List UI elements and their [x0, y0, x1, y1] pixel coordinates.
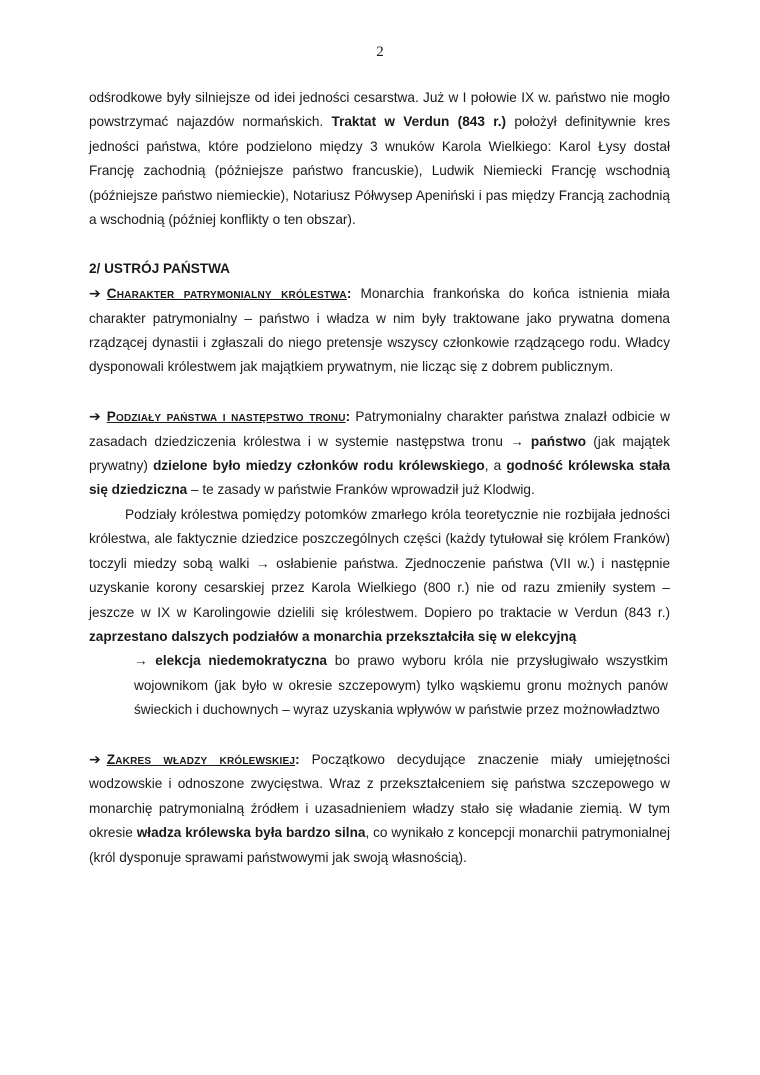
paragraph-verdun — [89, 86, 670, 232]
arrow-right-icon: ➔ — [89, 408, 101, 425]
paragraph-succession — [89, 503, 670, 649]
arrow-icon: → — [134, 653, 148, 669]
paragraph-divisions — [89, 404, 670, 503]
text: , a — [484, 458, 507, 474]
arrow-icon: → — [510, 433, 524, 449]
text: , co wynikało z koncepcji monarchii patrymonialnej (król dysponuje sprawami państwowymi jak swoją własnością). — [89, 825, 670, 865]
paragraph-election — [134, 649, 668, 722]
text: Podziały królestwa pomiędzy potomków zmarłego króla teoretycznie nie rozbijała jedności królestwa, ale faktycznie dziedzice poszczególnych części (każdy tytułował się królem Franków) toczyli miedzy sobą walki — [89, 506, 670, 571]
paragraph-royal-power — [89, 747, 670, 870]
spacer — [89, 723, 670, 747]
spacer — [89, 232, 670, 256]
colon: : — [345, 409, 351, 425]
document-body — [89, 86, 670, 870]
text: osłabienie państwa. Zjednoczenie państwa (VII w.) i następnie uzyskanie korony cesarskiej przez Karola Wielkiego (800 r.) nie od razu zmieniły system – jeszcze w IX w Karolingowie dzielili się królestwem. Dopiero po traktacie w Verdun (843 r.) — [89, 555, 671, 620]
bold-text: elekcja niedemokratyczna — [147, 653, 327, 669]
text: – te zasady w państwie Franków wprowadził już Klodwig. — [187, 482, 535, 498]
text: odśrodkowe były silniejsze od idei jedności cesarstwa. Już w I połowie IX w. państwo nie mogło powstrzymać najazdów normańskich. — [89, 90, 670, 130]
spacer — [89, 380, 670, 404]
bold-text: dzielone było miedzy członków rodu królewskiego — [153, 458, 485, 474]
subsection-title: Zakres władzy królewskiej — [106, 751, 296, 767]
bold-text: zaprzestano dalszych podziałów a monarchia przekształciła się w elekcyjną — [89, 628, 577, 644]
subsection-title: Charakter patrymonialny królestwa — [106, 286, 347, 302]
bold-text: państwo — [523, 433, 587, 449]
text: Początkowo decydujące znaczenie miały umiejętności wodzowskie i odnoszone zwycięstwa. Wraz z przekształceniem się państwa szczepowego w monarchię patrymonialną źródłem i uzasadnieniem władzy stało się władanie ziemią. W tym okresie — [89, 751, 670, 841]
colon: : — [295, 751, 300, 767]
text: Patrymonialny charakter państwa znalazł odbicie w zasadach dziedziczenia królestwa i w systemie następstwa tronu — [89, 409, 670, 449]
bold-text: godność królewska stała się dziedziczna — [89, 458, 670, 498]
colon: : — [346, 286, 352, 302]
section-heading: 2/ USTRÓJ PAŃSTWA — [89, 260, 230, 276]
text: Monarchia frankońska do końca istnienia miała charakter patrymonialny – państwo i władza w nim były traktowane jako prywatna domena rządzącej dynastii i zgłaszali do niego pretensje wszyscy członkowie rządzącego rodu. Władcy dysponowali królestwem jak majątkiem prywatnym, nie licząc się z dobrem publicznym. — [89, 286, 670, 375]
paragraph-patrimonial — [89, 281, 670, 380]
bold-text: Traktat w Verdun (843 r.) — [331, 114, 507, 130]
text: bo prawo wyboru króla nie przysługiwało wszystkim wojownikom (jak było w okresie szczepowym) tylko wąskiemu gronu możnych panów świeckich i duchownych – wyraz uzyskania wpływów w państwie przez możnowładztwo — [134, 653, 668, 718]
subsection-title: Podziały państwa i następstwo tronu — [106, 409, 346, 425]
arrow-right-icon: ➔ — [89, 285, 101, 302]
text: (jak majątek prywatny) — [89, 433, 670, 474]
page-number: 2 — [376, 44, 384, 60]
bold-text: władza królewska była bardzo silna — [136, 825, 366, 841]
arrow-right-icon: ➔ — [89, 750, 101, 767]
arrow-icon: → — [255, 555, 270, 571]
text: położył definitywnie kres jedności państwa, które podzielono między 3 wnuków Karola Wielkiego: Karol Łysy dostał Francję zachodnią (późniejsze państwo francuskie), Ludwik Niemiecki Francję wschodnią (późniejsze państwo niemieckie), Notariusz Półwysep Apeniński i pas między Francją zachodnią a wschodnią (później konflikty o ten obszar). — [89, 114, 670, 228]
